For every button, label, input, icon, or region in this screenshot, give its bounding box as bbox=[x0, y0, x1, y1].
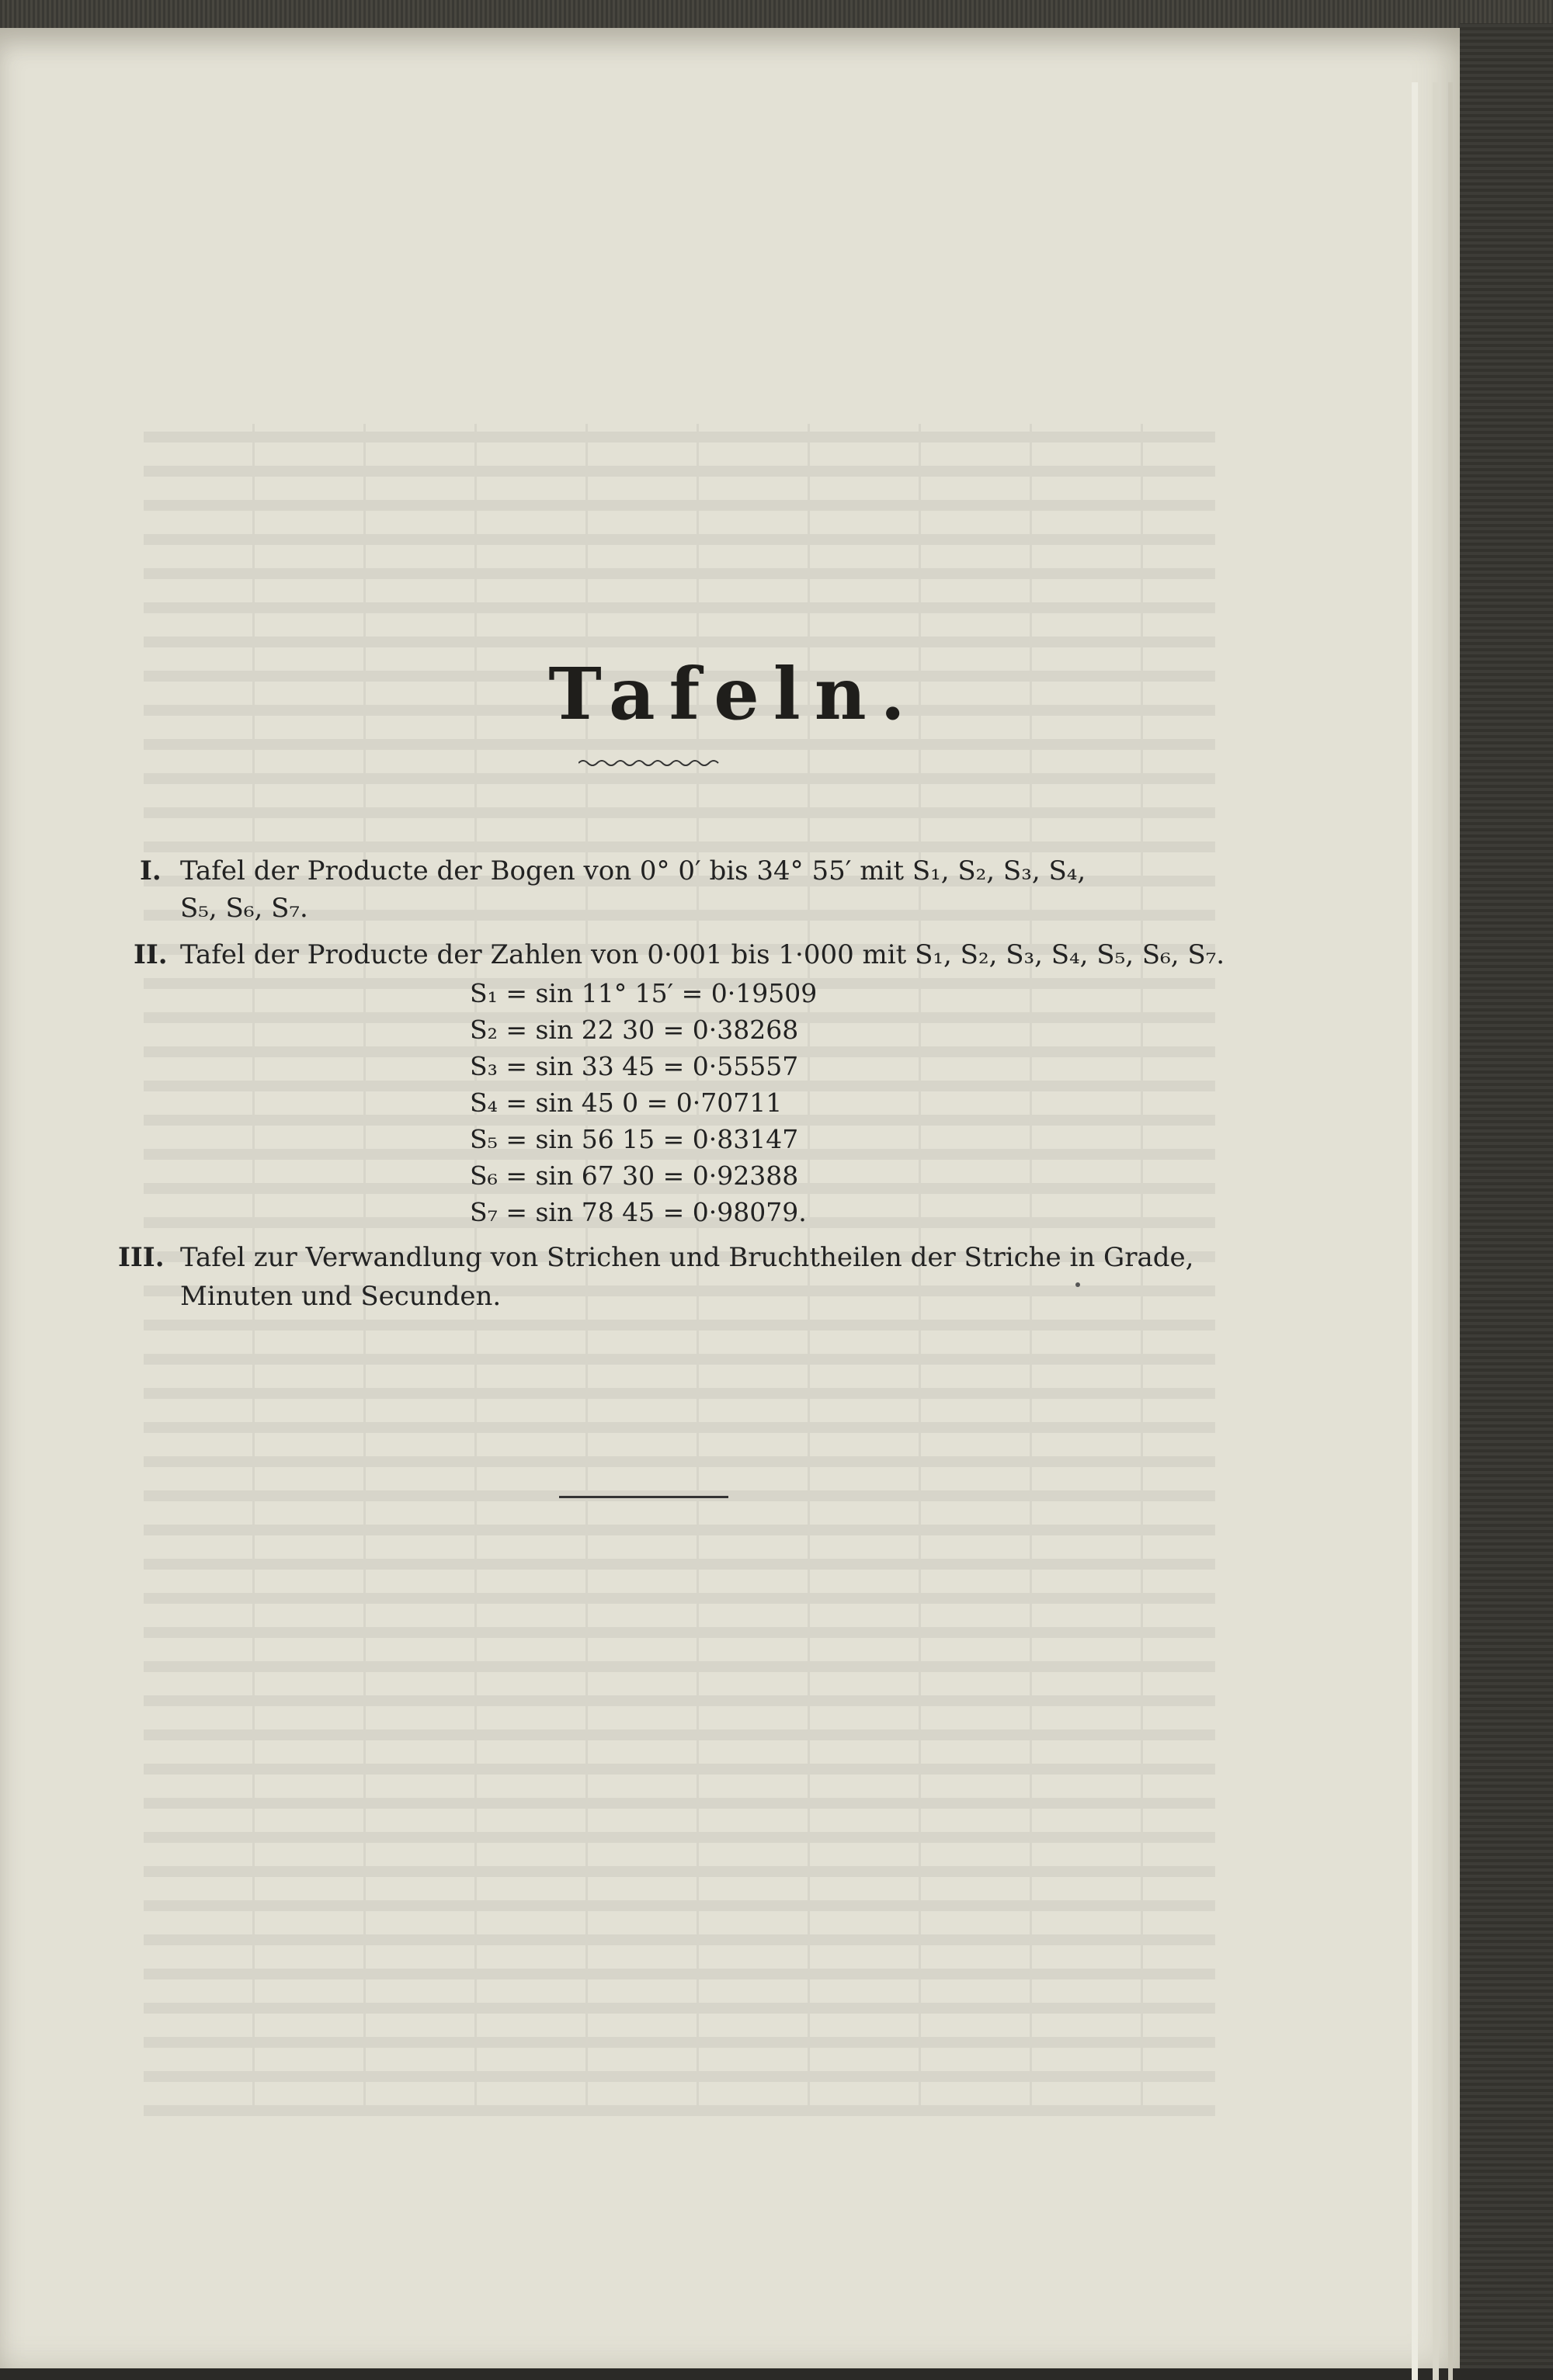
page-edge bbox=[1448, 82, 1453, 2380]
page-edge bbox=[1433, 82, 1439, 2380]
page-title: Tafeln. bbox=[548, 652, 919, 736]
item-text: Tafel der Producte der Bogen von 0° 0′ bis 34° 55′ mit S₁, S₂, S₃, S₄, bbox=[180, 855, 1086, 886]
ink-speck bbox=[1075, 1282, 1080, 1287]
formula-line: S₁ = sin 11° 15′ = 0·19509 bbox=[470, 978, 818, 1008]
item-text-continued: Minuten und Secunden. bbox=[180, 1281, 502, 1312]
item-numeral: III. bbox=[118, 1242, 165, 1273]
page-edge bbox=[1412, 82, 1418, 2380]
book-cover-edge bbox=[1460, 23, 1553, 2368]
item-text: Tafel der Producte der Zahlen von 0·001 bis 1·000 mit S₁, S₂, S₃, S₄, S₅, S₆, S₇. bbox=[180, 939, 1225, 970]
formula-line: S₄ = sin 45 0 = 0·70711 bbox=[470, 1088, 783, 1118]
item-numeral: II. bbox=[134, 939, 168, 970]
formula-line: S₆ = sin 67 30 = 0·92388 bbox=[470, 1161, 799, 1191]
item-text: Tafel zur Verwandlung von Strichen und Bruchtheilen der Striche in Grade, bbox=[180, 1242, 1194, 1273]
item-text-continued: S₅, S₆, S₇. bbox=[180, 893, 308, 924]
title-ornament bbox=[578, 758, 722, 768]
formula-line: S₇ = sin 78 45 = 0·98079. bbox=[470, 1197, 807, 1227]
formula-line: S₂ = sin 22 30 = 0·38268 bbox=[470, 1015, 799, 1045]
formula-line: S₃ = sin 33 45 = 0·55557 bbox=[470, 1051, 799, 1081]
section-divider bbox=[559, 1496, 728, 1498]
formula-line: S₅ = sin 56 15 = 0·83147 bbox=[470, 1124, 799, 1154]
item-numeral: I. bbox=[140, 855, 162, 886]
